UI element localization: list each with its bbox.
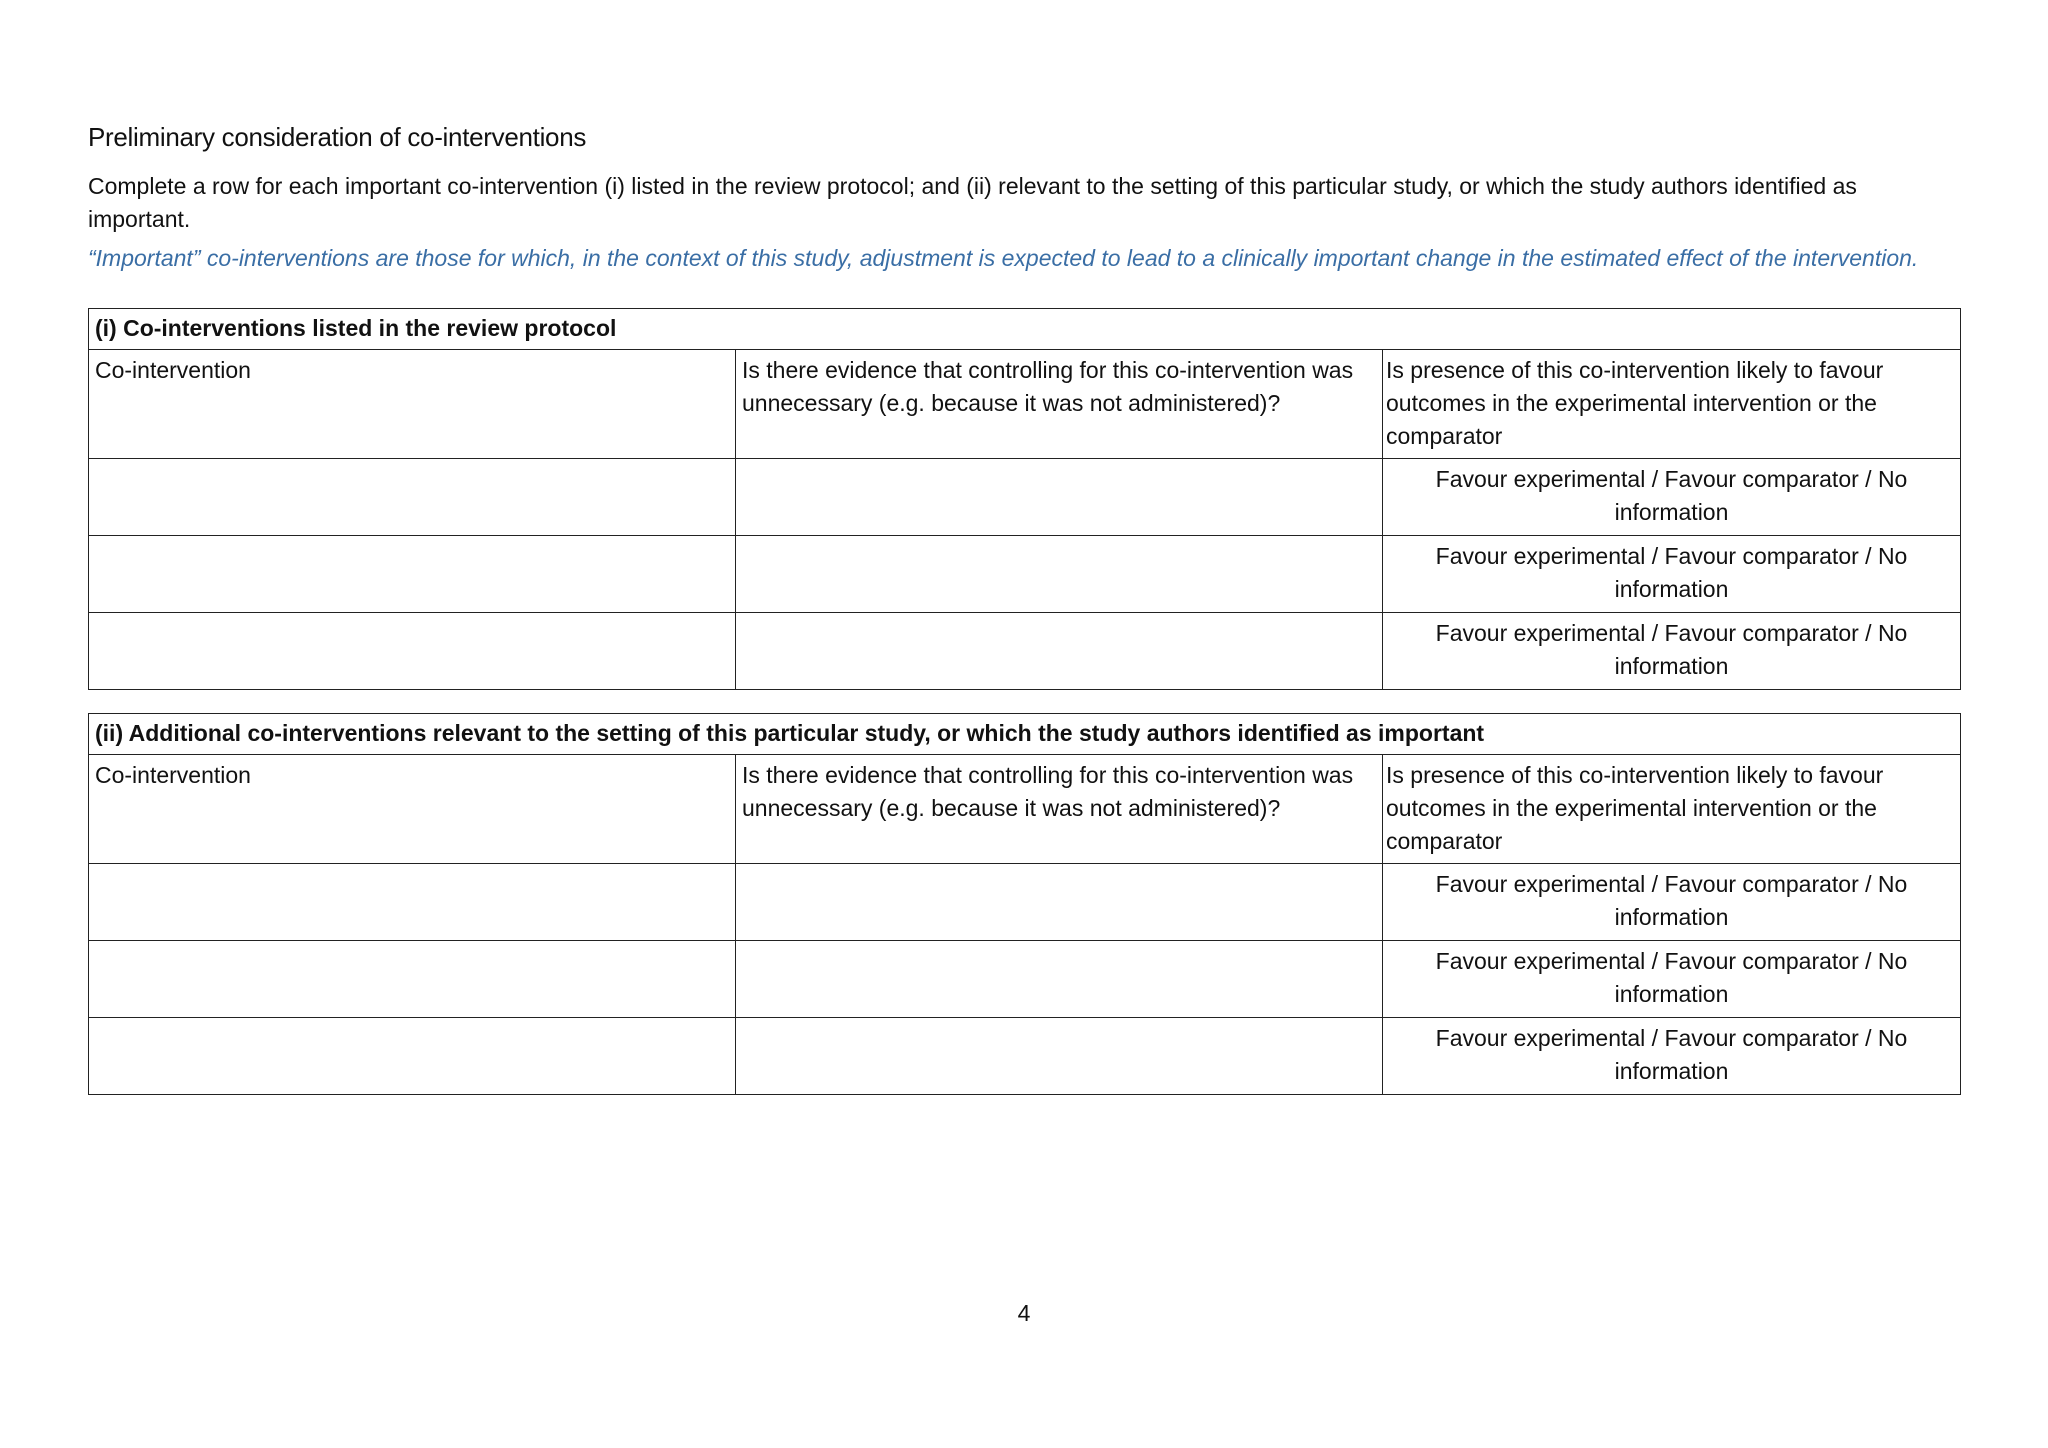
- column-header-evidence: Is there evidence that controlling for this co-intervention was unnecessary (e.g. because it was not administered)?: [736, 755, 1383, 864]
- table-row: [89, 459, 1961, 536]
- favour-options-cell[interactable]: Favour experimental / Favour comparator / No information: [1383, 864, 1961, 941]
- favour-options-cell[interactable]: Favour experimental / Favour comparator / No information: [1383, 613, 1961, 690]
- table-row: [89, 613, 1961, 690]
- favour-options-cell[interactable]: Favour experimental / Favour comparator / No information: [1383, 941, 1961, 1018]
- column-header-evidence: Is there evidence that controlling for this co-intervention was unnecessary (e.g. because it was not administered)?: [736, 350, 1383, 459]
- protocol-cointerventions-table: [88, 308, 1961, 690]
- cointervention-cell[interactable]: [89, 1018, 736, 1095]
- column-header-favour: Is presence of this co-intervention likely to favour outcomes in the experimental intervention or the comparator: [1383, 350, 1961, 459]
- evidence-cell[interactable]: [736, 941, 1383, 1018]
- evidence-cell[interactable]: [736, 1018, 1383, 1095]
- table-row: [89, 536, 1961, 613]
- favour-options-cell[interactable]: Favour experimental / Favour comparator / No information: [1383, 1018, 1961, 1095]
- evidence-cell[interactable]: [736, 536, 1383, 613]
- instructions-text: Complete a row for each important co-intervention (i) listed in the review protocol; and (ii) relevant to the setting of this particular study, or which the study authors identified as important.: [88, 173, 1857, 232]
- table-row: [89, 1018, 1961, 1095]
- evidence-cell[interactable]: [736, 613, 1383, 690]
- additional-cointerventions-table: [88, 713, 1961, 1095]
- section-heading: Preliminary consideration of co-interventions: [88, 122, 587, 152]
- table-row: [89, 864, 1961, 941]
- cointervention-cell[interactable]: [89, 536, 736, 613]
- evidence-cell[interactable]: [736, 459, 1383, 536]
- table-header-row: [89, 350, 1961, 459]
- column-header-cointervention: Co-intervention: [89, 755, 736, 864]
- favour-options-cell[interactable]: Favour experimental / Favour comparator / No information: [1383, 536, 1961, 613]
- favour-options-cell[interactable]: Favour experimental / Favour comparator / No information: [1383, 459, 1961, 536]
- table-header-row: [89, 755, 1961, 864]
- table-title: (ii) Additional co-interventions relevant to the setting of this particular study, or which the study authors identified as important: [89, 714, 1961, 755]
- table-title: (i) Co-interventions listed in the review protocol: [89, 309, 1961, 350]
- cointervention-cell[interactable]: [89, 941, 736, 1018]
- cointervention-cell[interactable]: [89, 613, 736, 690]
- cointervention-cell[interactable]: [89, 459, 736, 536]
- column-header-favour: Is presence of this co-intervention likely to favour outcomes in the experimental intervention or the comparator: [1383, 755, 1961, 864]
- cointervention-cell[interactable]: [89, 864, 736, 941]
- table-row: [89, 941, 1961, 1018]
- important-note: “Important” co-interventions are those for which, in the context of this study, adjustment is expected to lead to a clinically important change in the estimated effect of the intervention.: [88, 245, 1919, 271]
- column-header-cointervention: Co-intervention: [89, 350, 736, 459]
- page-number: 4: [1017, 1300, 1031, 1326]
- evidence-cell[interactable]: [736, 864, 1383, 941]
